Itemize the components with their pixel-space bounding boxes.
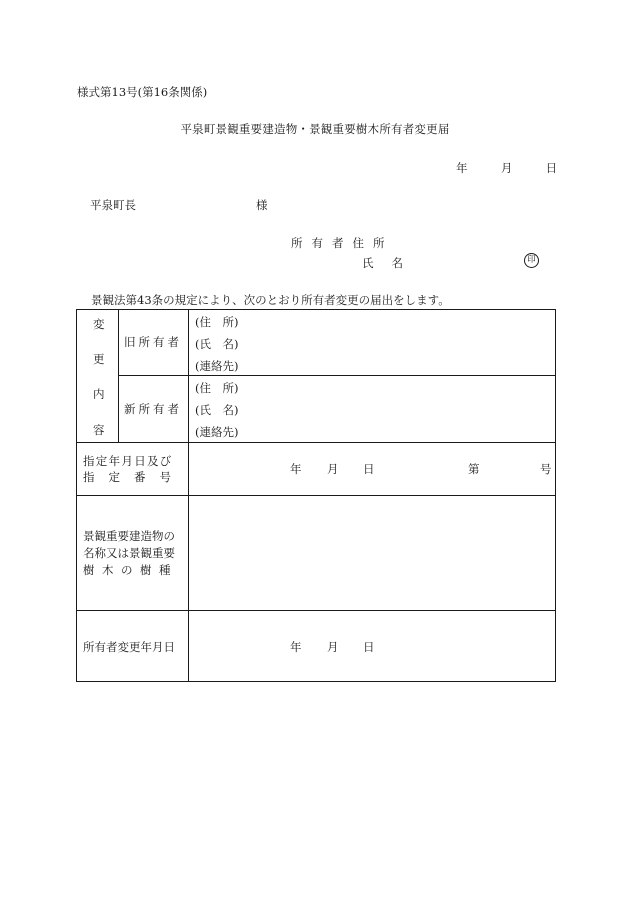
- honorific: 様: [256, 198, 268, 212]
- date-day-label: 日: [545, 161, 558, 175]
- object-name-label-line1: 景観重要建造物の: [83, 529, 175, 543]
- divider: [77, 610, 556, 611]
- new-owner-address: (住 所): [195, 381, 239, 395]
- divider: [118, 310, 119, 442]
- new-owner-name: (氏 名): [195, 403, 239, 417]
- change-date-label: 所有者変更年月日: [83, 640, 175, 654]
- change-details-char: 内: [93, 387, 105, 401]
- divider: [77, 442, 556, 443]
- form-number: 様式第13号(第16条関係): [77, 85, 208, 99]
- change-details-char: 変: [93, 317, 105, 331]
- addressee: 平泉町長: [90, 198, 136, 212]
- change-date-year: 年: [290, 640, 302, 654]
- change-date-month: 月: [327, 640, 339, 654]
- date-month-label: 月: [500, 161, 513, 175]
- old-owner-contact: (連絡先): [195, 359, 239, 373]
- intro-text: 景観法第43条の規定により、次のとおり所有者変更の届出をします。: [91, 293, 450, 307]
- object-name-label-line2: 名称又は景観重要: [83, 546, 175, 560]
- date-year-label: 年: [456, 161, 468, 175]
- document-title: 平泉町景観重要建造物・景観重要樹木所有者変更届: [180, 122, 450, 136]
- new-owner-label: 新所有者: [124, 402, 182, 416]
- designation-go: 号: [540, 462, 552, 476]
- owner-address-label: 所有者住所: [291, 236, 394, 250]
- change-details-char: 容: [93, 423, 105, 437]
- old-owner-label: 旧所有者: [124, 335, 182, 349]
- seal-icon: 印: [524, 253, 539, 268]
- designation-dai: 第: [468, 462, 480, 476]
- divider: [118, 375, 556, 376]
- designation-day: 日: [363, 462, 375, 476]
- object-name-label-line3: 樹木の樹種: [83, 563, 178, 577]
- divider: [188, 310, 189, 682]
- owner-name-label: 氏名: [362, 256, 421, 270]
- old-owner-name: (氏 名): [195, 337, 239, 351]
- old-owner-address: (住 所): [195, 315, 239, 329]
- change-details-char: 更: [93, 352, 105, 366]
- submission-date: [456, 160, 557, 176]
- new-owner-contact: (連絡先): [195, 425, 239, 439]
- change-form-table: [76, 309, 556, 682]
- divider: [77, 495, 556, 496]
- change-date-day: 日: [363, 640, 375, 654]
- designation-month: 月: [327, 462, 339, 476]
- designation-label-line1: 指定年月日及び: [83, 454, 173, 468]
- designation-label-line2: 指定番号: [83, 470, 185, 484]
- designation-year: 年: [290, 462, 302, 476]
